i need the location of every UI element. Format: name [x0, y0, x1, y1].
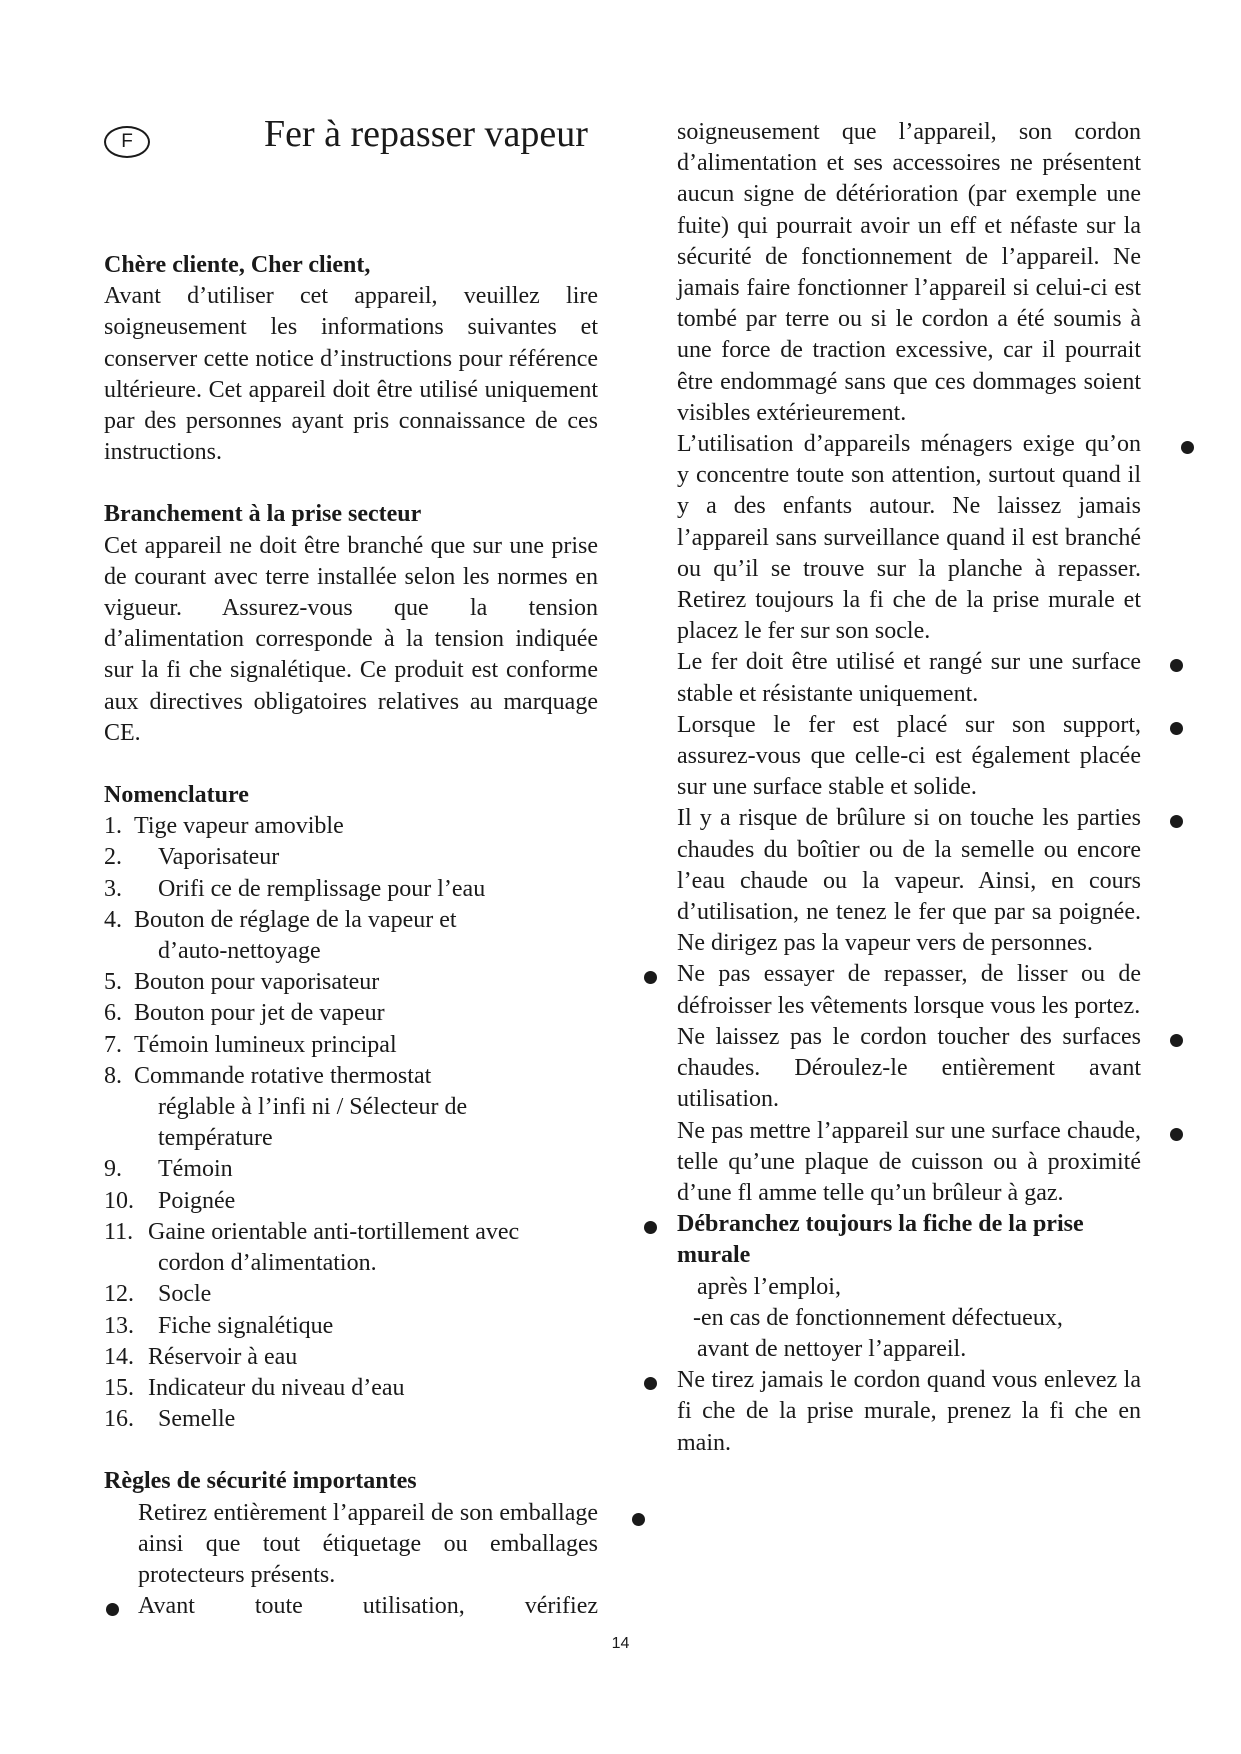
list-item: 1. Tige vapeur amovible — [104, 813, 344, 840]
bullet-icon — [644, 1221, 657, 1234]
list-item: 13. Fiche signalétique — [104, 1312, 334, 1339]
list-item: 6. Bouton pour jet de vapeur — [104, 1000, 385, 1027]
list-item: 7. Témoin lumineux principal — [104, 1031, 397, 1058]
bullet-icon — [1170, 659, 1183, 672]
list-item: 12. Socle — [104, 1281, 212, 1308]
safety-paragraph: Le fer doit être utilisé et rangé sur une surface stable et résistante uniquement. — [677, 647, 1141, 709]
list-item: 10. Poignée — [104, 1187, 236, 1214]
branchement-paragraph: Cet appareil ne doit être branché que sur une prise de courant avec terre installée selon les normes en vigueur. Assurez-vous que la tension d’alimentation corresponde à la tension indiquée sur la fi che signalétique. Ce produit est conforme aux directives obligatoires relatives au marquage CE. — [104, 532, 598, 746]
right-column — [677, 117, 1141, 1459]
list-item-continuation: d’auto-nettoyage — [158, 938, 321, 965]
bullet-icon — [632, 1513, 645, 1526]
list-item: 14. Réservoir à eau — [104, 1343, 298, 1370]
safety-paragraph: Débranchez toujours la fiche de la prise murale après l’emploi, -en cas de fonctionnement défectueux, avant de nettoyer l’appareil. — [677, 1209, 1141, 1365]
list-item: -en cas de fonctionnement défectueux, — [693, 1304, 1063, 1331]
bullet-icon — [106, 1603, 119, 1616]
list-item: 5. Bouton pour vaporisateur — [104, 969, 380, 996]
left-column — [104, 250, 598, 1622]
list-item-continuation: cordon d’alimentation. — [158, 1250, 377, 1277]
bullet-icon — [1170, 1128, 1183, 1141]
unplug-list — [677, 1272, 1141, 1366]
safety-paragraph: Ne laissez pas le cordon toucher des surfaces chaudes. Déroulez-le entièrement avant utilisation. — [677, 1022, 1141, 1116]
safety-paragraph: soigneusement que l’appareil, son cordon d’alimentation et ses accessoires ne présentent aucun signe de détérioration (par exemple une fuite) qui pourrait avoir un eff et néfaste sur la sécurité de fonctionnement de l’appareil. Ne jamais faire fonctionner l’appareil si celui-ci est tombé par terre ou si le cordon a été soumis à une force de traction excessive, car il pourrait être endommagé sans que ces dommages soient visibles extérieurement. — [677, 119, 1141, 426]
list-item: après l’emploi, — [697, 1273, 841, 1300]
list-item: 3. Orifi ce de remplissage pour l’eau — [104, 875, 486, 902]
list-item: 2. Vaporisateur — [104, 844, 280, 871]
bullet-icon — [644, 1377, 657, 1390]
list-item: 16. Semelle — [104, 1406, 236, 1433]
page-number: 14 — [611, 1635, 630, 1652]
securite-item-1: Retirez entièrement l’appareil de son emballage ainsi que tout étiquetage ou emballages protecteurs présents. — [104, 1498, 598, 1592]
greeting-heading: Chère cliente, Cher client, — [104, 252, 371, 278]
list-item-continuation: température — [158, 1125, 273, 1152]
nomenclature-heading: Nomenclature — [104, 782, 249, 809]
list-item-continuation: réglable à l’infi ni / Sélecteur de — [158, 1094, 468, 1121]
list-item: 15. Indicateur du niveau d’eau — [104, 1374, 405, 1401]
intro-paragraph: Avant d’utiliser cet appareil, veuillez lire soigneusement les informations suivantes et conserver cette notice d’instructions pour référence ultérieure. Cet appareil doit être utilisé uniquement par des personnes ayant pris connaissance de ces instructions. — [104, 283, 598, 466]
list-item: 4. Bouton de réglage de la vapeur et — [104, 906, 457, 933]
list-item: 8. Commande rotative thermostat — [104, 1062, 432, 1089]
page-title: Fer à repasser vapeur — [264, 113, 588, 155]
list-item: 9. Témoin — [104, 1156, 233, 1183]
safety-paragraph: Il y a risque de brûlure si on touche les parties chaudes du boîtier ou de la semelle ou encore l’eau chaude ou la vapeur. Ainsi, en cours d’utilisation, ne tenez le fer que par sa poignée. Ne dirigez pas la vapeur vers de personnes. — [677, 803, 1141, 959]
bullet-icon — [1170, 722, 1183, 735]
safety-paragraph: L’utilisation d’appareils ménagers exige qu’on y concentre toute son attention, surtout quand il y a des enfants autour. Ne laissez jamais l’appareil sans surveillance quand il est branché ou qu’il se trouve sur la planche à repasser. Retirez toujours la fi che de la prise murale et placez le fer sur son socle. — [677, 429, 1141, 647]
bullet-icon — [1181, 441, 1194, 454]
nomenclature-list — [104, 811, 598, 1435]
securite-heading: Règles de sécurité importantes — [104, 1468, 417, 1495]
securite-item-2: Avant toute utilisation, vérifiez — [104, 1591, 598, 1622]
bullet-icon — [1170, 1034, 1183, 1047]
safety-paragraph: Ne pas essayer de repasser, de lisser ou de défroisser les vêtements lorsque vous les portez. — [677, 959, 1141, 1021]
list-item: 11. Gaine orientable anti-tortillement avec — [104, 1218, 520, 1245]
bullet-icon — [1170, 815, 1183, 828]
bullet-icon — [644, 971, 657, 984]
branchement-heading: Branchement à la prise secteur — [104, 501, 422, 528]
safety-paragraph: Ne tirez jamais le cordon quand vous enlevez la fi che de la prise murale, prenez la fi che en main. — [677, 1365, 1141, 1459]
safety-paragraph: Ne pas mettre l’appareil sur une surface chaude, telle qu’une plaque de cuisson ou à proximité d’une fl amme telle qu’un brûleur à gaz. — [677, 1116, 1141, 1210]
safety-paragraph: Lorsque le fer est placé sur son support, assurez-vous que celle-ci est également placée sur une surface stable et solide. — [677, 710, 1141, 804]
list-item: avant de nettoyer l’appareil. — [697, 1335, 967, 1362]
language-badge: F — [104, 126, 150, 158]
